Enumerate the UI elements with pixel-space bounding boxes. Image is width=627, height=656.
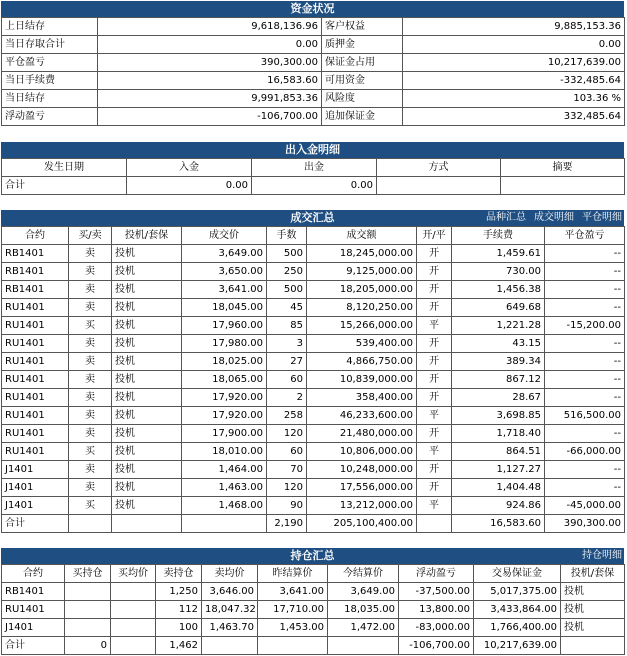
deposit-column-header: 方式 bbox=[377, 159, 501, 177]
positions-cell: 投机 bbox=[561, 619, 625, 637]
positions-column-header: 投机/套保 bbox=[561, 565, 625, 583]
trades-column-header: 平仓盈亏 bbox=[545, 227, 625, 245]
funds-row bbox=[2, 90, 625, 108]
trades-total-cell: 16,583.60 bbox=[452, 515, 545, 533]
funds-value: 0.00 bbox=[98, 36, 322, 54]
trades-cell: RU1401 bbox=[2, 371, 69, 389]
trades-cell: -15,200.00 bbox=[545, 317, 625, 335]
funds-label: 风险度 bbox=[322, 90, 403, 108]
trades-cell: 258 bbox=[267, 407, 307, 425]
trades-cell: J1401 bbox=[2, 479, 69, 497]
funds-row bbox=[2, 36, 625, 54]
positions-cell bbox=[65, 583, 111, 601]
trades-column-header: 手续费 bbox=[452, 227, 545, 245]
trades-cell: 3,650.00 bbox=[182, 263, 267, 281]
positions-cell: 投机 bbox=[561, 601, 625, 619]
funds-label: 平仓盈亏 bbox=[2, 54, 98, 72]
trades-cell: 开 bbox=[417, 353, 452, 371]
trades-cell: 250 bbox=[267, 263, 307, 281]
positions-cell: J1401 bbox=[2, 619, 65, 637]
trades-cell: J1401 bbox=[2, 461, 69, 479]
trades-cell: 13,212,000.00 bbox=[307, 497, 417, 515]
trades-cell: 17,960.00 bbox=[182, 317, 267, 335]
positions-cell: 112 bbox=[156, 601, 202, 619]
trades-cell: 投机 bbox=[112, 245, 182, 263]
deposit-total-cell bbox=[377, 177, 501, 195]
positions-links bbox=[574, 548, 622, 564]
trades-cell: 开 bbox=[417, 479, 452, 497]
trades-cell: 开 bbox=[417, 371, 452, 389]
trades-cell: 投机 bbox=[112, 263, 182, 281]
trades-column-header: 开/平 bbox=[417, 227, 452, 245]
trades-cell: 358,400.00 bbox=[307, 389, 417, 407]
positions-cell: 1,463.70 bbox=[202, 619, 258, 637]
positions-total-cell: 10,217,639.00 bbox=[474, 637, 561, 655]
trades-cell: 10,248,000.00 bbox=[307, 461, 417, 479]
funds-label: 当日手续费 bbox=[2, 72, 98, 90]
trades-cell: -- bbox=[545, 263, 625, 281]
positions-cell: 18,047.32 bbox=[202, 601, 258, 619]
trades-cell: 卖 bbox=[69, 407, 112, 425]
trades-cell: 120 bbox=[267, 479, 307, 497]
trades-cell: 18,045.00 bbox=[182, 299, 267, 317]
trades-total-cell: 合计 bbox=[2, 515, 69, 533]
trades-cell: 70 bbox=[267, 461, 307, 479]
trades-column-header: 成交额 bbox=[307, 227, 417, 245]
deposit-section bbox=[1, 142, 624, 195]
deposit-total-cell: 0.00 bbox=[127, 177, 252, 195]
positions-total-cell: 1,462 bbox=[156, 637, 202, 655]
trades-total-row bbox=[2, 515, 625, 533]
trades-cell: -45,000.00 bbox=[545, 497, 625, 515]
trades-cell: 18,010.00 bbox=[182, 443, 267, 461]
positions-total-cell bbox=[202, 637, 258, 655]
positions-cell: 13,800.00 bbox=[399, 601, 474, 619]
trades-cell: RU1401 bbox=[2, 335, 69, 353]
trades-total-cell bbox=[112, 515, 182, 533]
trades-cell: 投机 bbox=[112, 371, 182, 389]
trades-cell: 开 bbox=[417, 425, 452, 443]
trades-cell: 1,127.27 bbox=[452, 461, 545, 479]
trades-cell: 投机 bbox=[112, 299, 182, 317]
positions-total-cell bbox=[561, 637, 625, 655]
funds-title: 资金状况 bbox=[1, 1, 624, 17]
trades-row bbox=[2, 263, 625, 281]
trades-cell: 18,025.00 bbox=[182, 353, 267, 371]
trades-cell: 开 bbox=[417, 245, 452, 263]
trades-cell: 投机 bbox=[112, 335, 182, 353]
trades-cell: 120 bbox=[267, 425, 307, 443]
deposit-column-header: 发生日期 bbox=[2, 159, 127, 177]
positions-column-header: 买均价 bbox=[111, 565, 156, 583]
positions-cell: 5,017,375.00 bbox=[474, 583, 561, 601]
positions-cell: 18,035.00 bbox=[328, 601, 399, 619]
trades-cell: 开 bbox=[417, 335, 452, 353]
positions-header bbox=[1, 548, 624, 564]
trades-cell: -- bbox=[545, 479, 625, 497]
positions-cell: 1,472.00 bbox=[328, 619, 399, 637]
trades-row bbox=[2, 317, 625, 335]
deposit-total-cell: 合计 bbox=[2, 177, 127, 195]
trades-section bbox=[1, 210, 624, 533]
trades-cell: 1,468.00 bbox=[182, 497, 267, 515]
link-trades-0[interactable]: 品种汇总 bbox=[486, 212, 526, 223]
trades-cell: 28.67 bbox=[452, 389, 545, 407]
trades-cell: 60 bbox=[267, 371, 307, 389]
link-trades-1[interactable]: 成交明细 bbox=[534, 212, 574, 223]
trades-cell: 平 bbox=[417, 317, 452, 335]
funds-value: -332,485.64 bbox=[403, 72, 625, 90]
trades-cell: RU1401 bbox=[2, 443, 69, 461]
trades-cell: 投机 bbox=[112, 461, 182, 479]
positions-cell: 3,649.00 bbox=[328, 583, 399, 601]
positions-section bbox=[1, 548, 624, 655]
trades-row bbox=[2, 389, 625, 407]
trades-cell: 投机 bbox=[112, 281, 182, 299]
deposit-total-cell bbox=[501, 177, 625, 195]
positions-cell: 100 bbox=[156, 619, 202, 637]
trades-row bbox=[2, 353, 625, 371]
trades-cell: 17,980.00 bbox=[182, 335, 267, 353]
trades-cell: 投机 bbox=[112, 317, 182, 335]
trades-column-header: 成交价 bbox=[182, 227, 267, 245]
positions-cell: RB1401 bbox=[2, 583, 65, 601]
positions-table bbox=[1, 564, 625, 655]
trades-cell: -- bbox=[545, 245, 625, 263]
trades-links bbox=[478, 210, 622, 226]
trades-cell: 1,718.40 bbox=[452, 425, 545, 443]
positions-cell: 3,641.00 bbox=[258, 583, 328, 601]
trades-cell: 389.34 bbox=[452, 353, 545, 371]
funds-label: 当日结存 bbox=[2, 90, 98, 108]
trades-cell: 投机 bbox=[112, 407, 182, 425]
trades-cell: 1,463.00 bbox=[182, 479, 267, 497]
trades-cell: RU1401 bbox=[2, 353, 69, 371]
trades-header bbox=[1, 210, 624, 226]
positions-total-cell: 0 bbox=[65, 637, 111, 655]
positions-column-header: 昨结算价 bbox=[258, 565, 328, 583]
trades-cell: 539,400.00 bbox=[307, 335, 417, 353]
trades-cell: 924.86 bbox=[452, 497, 545, 515]
trades-cell: 平 bbox=[417, 497, 452, 515]
positions-total-row bbox=[2, 637, 625, 655]
positions-header-row bbox=[2, 565, 625, 583]
trades-cell: 18,205,000.00 bbox=[307, 281, 417, 299]
trades-cell: 17,920.00 bbox=[182, 407, 267, 425]
trades-row bbox=[2, 443, 625, 461]
funds-value: 332,485.64 bbox=[403, 108, 625, 126]
trades-cell: 卖 bbox=[69, 245, 112, 263]
trades-row bbox=[2, 461, 625, 479]
trades-cell: 500 bbox=[267, 245, 307, 263]
trades-cell: 开 bbox=[417, 263, 452, 281]
funds-label: 客户权益 bbox=[322, 18, 403, 36]
positions-total-cell bbox=[111, 637, 156, 655]
trades-cell: 开 bbox=[417, 281, 452, 299]
trades-cell: 卖 bbox=[69, 461, 112, 479]
funds-value: 0.00 bbox=[403, 36, 625, 54]
trades-cell: -- bbox=[545, 299, 625, 317]
positions-cell: 1,250 bbox=[156, 583, 202, 601]
trades-cell: -- bbox=[545, 335, 625, 353]
positions-total-cell bbox=[328, 637, 399, 655]
trades-cell: 平 bbox=[417, 443, 452, 461]
positions-cell bbox=[65, 601, 111, 619]
trades-cell: 卖 bbox=[69, 299, 112, 317]
trades-cell: 1,221.28 bbox=[452, 317, 545, 335]
trades-cell: 17,556,000.00 bbox=[307, 479, 417, 497]
positions-cell bbox=[111, 619, 156, 637]
trades-row bbox=[2, 299, 625, 317]
trades-row bbox=[2, 425, 625, 443]
trades-cell: 90 bbox=[267, 497, 307, 515]
trades-cell: 3,698.85 bbox=[452, 407, 545, 425]
trades-cell: 17,900.00 bbox=[182, 425, 267, 443]
trades-cell: 卖 bbox=[69, 479, 112, 497]
trades-cell: -- bbox=[545, 281, 625, 299]
trades-cell: 516,500.00 bbox=[545, 407, 625, 425]
trades-cell: 开 bbox=[417, 389, 452, 407]
trades-cell: RU1401 bbox=[2, 425, 69, 443]
trades-cell: 投机 bbox=[112, 389, 182, 407]
trades-column-header: 手数 bbox=[267, 227, 307, 245]
trades-cell: 卖 bbox=[69, 389, 112, 407]
positions-column-header: 浮动盈亏 bbox=[399, 565, 474, 583]
positions-column-header: 卖均价 bbox=[202, 565, 258, 583]
funds-label: 保证金占用 bbox=[322, 54, 403, 72]
funds-label: 浮动盈亏 bbox=[2, 108, 98, 126]
trades-cell: -- bbox=[545, 425, 625, 443]
trades-total-cell: 390,300.00 bbox=[545, 515, 625, 533]
trades-cell: 60 bbox=[267, 443, 307, 461]
trades-cell: 18,065.00 bbox=[182, 371, 267, 389]
trades-cell: 867.12 bbox=[452, 371, 545, 389]
deposit-header-row bbox=[2, 159, 625, 177]
trades-cell: 10,839,000.00 bbox=[307, 371, 417, 389]
trades-cell: 买 bbox=[69, 443, 112, 461]
trades-total-cell bbox=[417, 515, 452, 533]
positions-column-header: 今结算价 bbox=[328, 565, 399, 583]
trades-cell: 18,245,000.00 bbox=[307, 245, 417, 263]
trades-cell: 46,233,600.00 bbox=[307, 407, 417, 425]
deposit-total-cell: 0.00 bbox=[252, 177, 377, 195]
trades-cell: 9,125,000.00 bbox=[307, 263, 417, 281]
trades-cell: 730.00 bbox=[452, 263, 545, 281]
trades-row bbox=[2, 335, 625, 353]
funds-value: 390,300.00 bbox=[98, 54, 322, 72]
trades-cell: 开 bbox=[417, 299, 452, 317]
funds-value: 16,583.60 bbox=[98, 72, 322, 90]
trades-row bbox=[2, 497, 625, 515]
trades-cell: 1,459.61 bbox=[452, 245, 545, 263]
trades-cell: 投机 bbox=[112, 479, 182, 497]
positions-cell: 17,710.00 bbox=[258, 601, 328, 619]
trades-cell: 平 bbox=[417, 407, 452, 425]
trades-row bbox=[2, 479, 625, 497]
trades-cell: 1,464.00 bbox=[182, 461, 267, 479]
trades-cell: 649.68 bbox=[452, 299, 545, 317]
funds-value: 103.36 % bbox=[403, 90, 625, 108]
trades-cell: 21,480,000.00 bbox=[307, 425, 417, 443]
funds-row bbox=[2, 72, 625, 90]
trades-cell: RB1401 bbox=[2, 281, 69, 299]
trades-total-cell bbox=[182, 515, 267, 533]
trades-row bbox=[2, 371, 625, 389]
positions-cell: 3,433,864.00 bbox=[474, 601, 561, 619]
funds-value: 9,991,853.36 bbox=[98, 90, 322, 108]
deposit-table bbox=[1, 158, 625, 195]
trades-cell: 15,266,000.00 bbox=[307, 317, 417, 335]
positions-cell: RU1401 bbox=[2, 601, 65, 619]
positions-title: 持仓汇总 bbox=[290, 549, 335, 562]
trades-cell: -- bbox=[545, 353, 625, 371]
positions-cell bbox=[65, 619, 111, 637]
deposit-title: 出入金明细 bbox=[1, 142, 624, 158]
trades-title: 成交汇总 bbox=[290, 211, 335, 224]
positions-column-header: 交易保证金 bbox=[474, 565, 561, 583]
trades-cell: 3,641.00 bbox=[182, 281, 267, 299]
trades-cell: RU1401 bbox=[2, 407, 69, 425]
trades-cell: RU1401 bbox=[2, 389, 69, 407]
trades-cell: 卖 bbox=[69, 353, 112, 371]
funds-value: 9,885,153.36 bbox=[403, 18, 625, 36]
deposit-total-row bbox=[2, 177, 625, 195]
deposit-column-header: 摘要 bbox=[501, 159, 625, 177]
trades-cell: J1401 bbox=[2, 497, 69, 515]
positions-cell: -83,000.00 bbox=[399, 619, 474, 637]
trades-cell: 投机 bbox=[112, 497, 182, 515]
positions-total-cell: -106,700.00 bbox=[399, 637, 474, 655]
trades-total-cell bbox=[69, 515, 112, 533]
positions-cell: 投机 bbox=[561, 583, 625, 601]
trades-cell: 开 bbox=[417, 461, 452, 479]
trades-cell: 投机 bbox=[112, 443, 182, 461]
trades-column-header: 合约 bbox=[2, 227, 69, 245]
positions-cell bbox=[111, 601, 156, 619]
positions-column-header: 卖持仓 bbox=[156, 565, 202, 583]
funds-section bbox=[1, 1, 624, 126]
deposit-column-header: 入金 bbox=[127, 159, 252, 177]
trades-total-cell: 205,100,400.00 bbox=[307, 515, 417, 533]
positions-cell: 3,646.00 bbox=[202, 583, 258, 601]
funds-label: 当日存取合计 bbox=[2, 36, 98, 54]
positions-row bbox=[2, 619, 625, 637]
funds-label: 可用资金 bbox=[322, 72, 403, 90]
funds-row bbox=[2, 18, 625, 36]
trades-header-row bbox=[2, 227, 625, 245]
trades-cell: 1,404.48 bbox=[452, 479, 545, 497]
funds-label: 上日结存 bbox=[2, 18, 98, 36]
trades-cell: 投机 bbox=[112, 353, 182, 371]
trades-cell: -- bbox=[545, 371, 625, 389]
trades-cell: 17,920.00 bbox=[182, 389, 267, 407]
trades-cell: 8,120,250.00 bbox=[307, 299, 417, 317]
trades-cell: 85 bbox=[267, 317, 307, 335]
trades-cell: -- bbox=[545, 389, 625, 407]
positions-row bbox=[2, 583, 625, 601]
link-trades-2[interactable]: 平仓明细 bbox=[582, 212, 622, 223]
trades-cell: 卖 bbox=[69, 335, 112, 353]
trades-cell: 2 bbox=[267, 389, 307, 407]
trades-cell: 3 bbox=[267, 335, 307, 353]
trades-cell: 43.15 bbox=[452, 335, 545, 353]
deposit-column-header: 出金 bbox=[252, 159, 377, 177]
trades-cell: 864.51 bbox=[452, 443, 545, 461]
funds-value: -106,700.00 bbox=[98, 108, 322, 126]
funds-value: 10,217,639.00 bbox=[403, 54, 625, 72]
trades-table bbox=[1, 226, 625, 533]
trades-total-cell: 2,190 bbox=[267, 515, 307, 533]
trades-cell: 卖 bbox=[69, 425, 112, 443]
trades-cell: 买 bbox=[69, 317, 112, 335]
positions-column-header: 买持仓 bbox=[65, 565, 111, 583]
trades-cell: -- bbox=[545, 461, 625, 479]
trades-cell: RB1401 bbox=[2, 263, 69, 281]
trades-cell: 1,456.38 bbox=[452, 281, 545, 299]
trades-cell: 4,866,750.00 bbox=[307, 353, 417, 371]
trades-cell: 卖 bbox=[69, 263, 112, 281]
trades-cell: 500 bbox=[267, 281, 307, 299]
funds-row bbox=[2, 108, 625, 126]
positions-column-header: 合约 bbox=[2, 565, 65, 583]
positions-total-cell: 合计 bbox=[2, 637, 65, 655]
trades-row bbox=[2, 281, 625, 299]
trades-cell: RB1401 bbox=[2, 245, 69, 263]
positions-cell: 1,766,400.00 bbox=[474, 619, 561, 637]
positions-cell: -37,500.00 bbox=[399, 583, 474, 601]
trades-column-header: 买/卖 bbox=[69, 227, 112, 245]
positions-cell bbox=[111, 583, 156, 601]
trades-cell: 45 bbox=[267, 299, 307, 317]
funds-table bbox=[1, 17, 625, 126]
positions-cell: 1,453.00 bbox=[258, 619, 328, 637]
trades-cell: 卖 bbox=[69, 371, 112, 389]
funds-label: 追加保证金 bbox=[322, 108, 403, 126]
trades-cell: RU1401 bbox=[2, 299, 69, 317]
positions-row bbox=[2, 601, 625, 619]
trades-column-header: 投机/套保 bbox=[112, 227, 182, 245]
trades-cell: 投机 bbox=[112, 425, 182, 443]
link-positions-0[interactable]: 持仓明细 bbox=[582, 550, 622, 561]
funds-value: 9,618,136.96 bbox=[98, 18, 322, 36]
trades-row bbox=[2, 245, 625, 263]
trades-cell: 卖 bbox=[69, 281, 112, 299]
trades-cell: -66,000.00 bbox=[545, 443, 625, 461]
trades-row bbox=[2, 407, 625, 425]
trades-cell: RU1401 bbox=[2, 317, 69, 335]
funds-row bbox=[2, 54, 625, 72]
trades-cell: 27 bbox=[267, 353, 307, 371]
trades-cell: 3,649.00 bbox=[182, 245, 267, 263]
positions-total-cell bbox=[258, 637, 328, 655]
trades-cell: 10,806,000.00 bbox=[307, 443, 417, 461]
trades-cell: 买 bbox=[69, 497, 112, 515]
funds-label: 质押金 bbox=[322, 36, 403, 54]
